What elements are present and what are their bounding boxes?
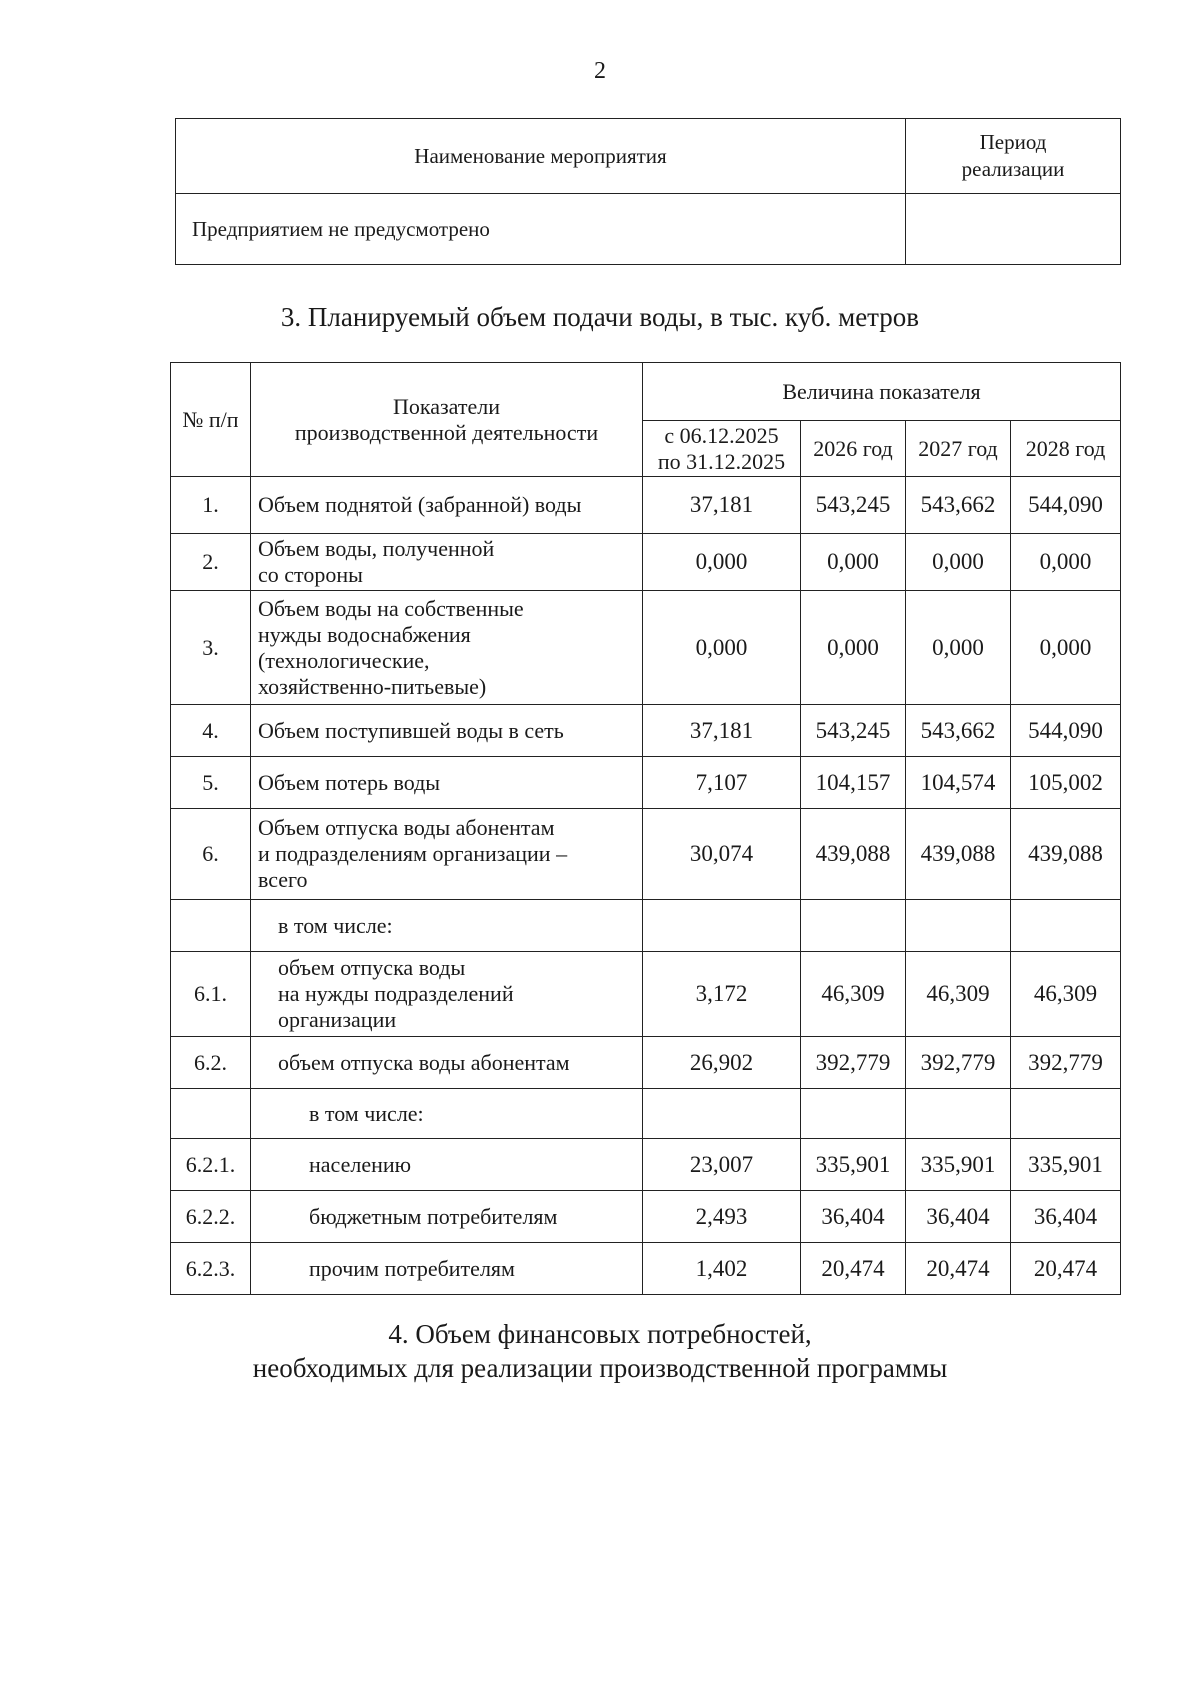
row-value: 543,662: [906, 477, 1011, 534]
row-value: 543,245: [801, 477, 906, 534]
section-4-title-line1: 4. Объем финансовых потребностей,: [388, 1319, 812, 1349]
section-3-title: 3. Планируемый объем подачи воды, в тыс. куб. метров: [280, 302, 920, 332]
row-indicator-line: Объем поднятой (забранной) воды: [258, 492, 582, 517]
header-indicator-line1: Показатели: [392, 393, 501, 419]
row-value: 0,000: [643, 534, 801, 591]
row-number: 6.1.: [171, 952, 251, 1037]
row-number: 6.2.1.: [171, 1139, 251, 1191]
row-value: 0,000: [801, 534, 906, 591]
row-value: 105,002: [1011, 757, 1121, 809]
row-indicator-line: в том числе:: [309, 1100, 424, 1126]
row-value: 392,779: [906, 1037, 1011, 1089]
table-row: [171, 477, 1121, 534]
section-4-title: [0, 1317, 1200, 1385]
row-value: 439,088: [1011, 809, 1121, 900]
table-row: [171, 757, 1121, 809]
row-value: [1011, 900, 1121, 952]
row-value: 392,779: [1011, 1037, 1121, 1089]
row-indicator: [251, 809, 643, 900]
row-indicator: [251, 1139, 643, 1191]
events-header-period-line1: Период: [979, 130, 1047, 154]
row-value: 0,000: [1011, 591, 1121, 705]
row-indicator-line: хозяйственно-питьевые): [258, 673, 487, 699]
row-value: 36,404: [906, 1191, 1011, 1243]
row-indicator-line: бюджетным потребителям: [309, 1203, 558, 1229]
row-value: 36,404: [801, 1191, 906, 1243]
row-indicator: [251, 1243, 643, 1295]
events-table-header-row: [176, 119, 1121, 194]
events-header-name: Наименование мероприятия: [176, 119, 906, 194]
row-value: 20,474: [1011, 1243, 1121, 1295]
row-indicator-line: нужды водоснабжения: [258, 621, 471, 647]
table-row: [171, 534, 1121, 591]
row-value: 439,088: [801, 809, 906, 900]
row-value: [801, 1089, 906, 1139]
row-value: 0,000: [801, 591, 906, 705]
row-number: 3.: [171, 591, 251, 705]
row-value: 1,402: [643, 1243, 801, 1295]
row-value: [906, 1089, 1011, 1139]
row-number: 6.2.2.: [171, 1191, 251, 1243]
events-header-period-line2: реализации: [961, 157, 1065, 181]
header-indicator: [251, 363, 643, 477]
row-value: [643, 900, 801, 952]
row-indicator: [251, 952, 643, 1037]
row-value: 104,157: [801, 757, 906, 809]
row-number: 6.2.3.: [171, 1243, 251, 1295]
row-indicator: [251, 1191, 643, 1243]
row-indicator-line: Объем отпуска воды абонентам: [258, 815, 555, 840]
row-indicator-line: со стороны: [258, 562, 363, 587]
row-value: 30,074: [643, 809, 801, 900]
row-indicator-line: Объем потерь воды: [258, 769, 441, 795]
row-value: 0,000: [906, 534, 1011, 591]
row-value: 104,574: [906, 757, 1011, 809]
row-indicator-line: населению: [309, 1151, 412, 1177]
row-value: 37,181: [643, 705, 801, 757]
header-period-line2: по 31.12.2025: [657, 448, 786, 474]
row-indicator: [251, 900, 643, 952]
row-indicator-line: Объем воды на собственные: [258, 595, 524, 621]
row-indicator-line: Объем воды, полученной: [258, 536, 495, 561]
events-row-name: Предприятием не предусмотрено: [176, 194, 906, 265]
row-indicator-line: организации: [278, 1007, 397, 1032]
row-value: 0,000: [906, 591, 1011, 705]
row-value: 2,493: [643, 1191, 801, 1243]
row-number: 4.: [171, 705, 251, 757]
row-value: 544,090: [1011, 705, 1121, 757]
row-value: [643, 1089, 801, 1139]
row-value: 544,090: [1011, 477, 1121, 534]
header-period-line1: с 06.12.2025: [664, 422, 779, 448]
table-row: [171, 705, 1121, 757]
header-indicator-line2: производственной деятельности: [294, 419, 599, 445]
row-value: 0,000: [1011, 534, 1121, 591]
row-number: 2.: [171, 534, 251, 591]
table-row: [171, 900, 1121, 952]
row-indicator: [251, 1089, 643, 1139]
table-row: [171, 1139, 1121, 1191]
row-value: 3,172: [643, 952, 801, 1037]
row-indicator-line: объем отпуска воды: [278, 955, 466, 980]
page-number: 2: [594, 58, 606, 84]
row-value: [1011, 1089, 1121, 1139]
row-value: [801, 900, 906, 952]
row-value: 36,404: [1011, 1191, 1121, 1243]
row-value: 0,000: [643, 591, 801, 705]
row-value: 46,309: [1011, 952, 1121, 1037]
row-indicator-line: (технологические,: [258, 647, 430, 673]
header-period-cell: [643, 421, 801, 477]
row-value: 46,309: [906, 952, 1011, 1037]
row-number: 1.: [171, 477, 251, 534]
row-indicator-line: Объем поступившей воды в сеть: [258, 717, 564, 743]
row-value: 37,181: [643, 477, 801, 534]
table-row: [171, 1191, 1121, 1243]
row-value: 543,245: [801, 705, 906, 757]
row-number: [171, 900, 251, 952]
row-value: 335,901: [1011, 1139, 1121, 1191]
table-row: [171, 1243, 1121, 1295]
row-indicator-line: на нужды подразделений: [278, 981, 514, 1006]
row-value: 439,088: [906, 809, 1011, 900]
row-indicator-line: в том числе:: [278, 912, 393, 938]
row-indicator: [251, 757, 643, 809]
table-row: [171, 1089, 1121, 1139]
header-period-cell: 2028 год: [1011, 421, 1121, 477]
events-table: [175, 118, 1121, 265]
row-indicator-line: объем отпуска воды абонентам: [278, 1049, 570, 1075]
row-value: 23,007: [643, 1139, 801, 1191]
row-indicator: [251, 591, 643, 705]
events-header-period: [906, 119, 1121, 194]
row-indicator: [251, 1037, 643, 1089]
table-row: [171, 591, 1121, 705]
events-table-row: [176, 194, 1121, 265]
row-value: [906, 900, 1011, 952]
water-volume-table: [170, 362, 1121, 1295]
row-value: 392,779: [801, 1037, 906, 1089]
row-indicator-line: всего: [258, 867, 308, 892]
row-value: 543,662: [906, 705, 1011, 757]
header-period-cell: 2026 год: [801, 421, 906, 477]
row-number: [171, 1089, 251, 1139]
row-number: 6.2.: [171, 1037, 251, 1089]
row-value: 46,309: [801, 952, 906, 1037]
events-row-period: [906, 194, 1121, 265]
header-period-cell: 2027 год: [906, 421, 1011, 477]
section-4-title-line2: необходимых для реализации производственной программы: [252, 1353, 948, 1383]
row-value: 20,474: [801, 1243, 906, 1295]
table-row: [171, 1037, 1121, 1089]
row-number: 6.: [171, 809, 251, 900]
table-row: [171, 809, 1121, 900]
row-value: 7,107: [643, 757, 801, 809]
row-indicator-line: и подразделениям организации –: [258, 841, 568, 866]
header-row-number: № п/п: [171, 363, 251, 477]
row-indicator: [251, 705, 643, 757]
volume-header-row-1: [171, 363, 1121, 421]
row-number: 5.: [171, 757, 251, 809]
table-row: [171, 952, 1121, 1037]
row-value: 20,474: [906, 1243, 1011, 1295]
row-value: 335,901: [906, 1139, 1011, 1191]
row-value: 335,901: [801, 1139, 906, 1191]
row-value: 26,902: [643, 1037, 801, 1089]
row-indicator: [251, 534, 643, 591]
header-indicator-value: Величина показателя: [643, 363, 1121, 421]
row-indicator: [251, 477, 643, 534]
row-indicator-line: прочим потребителям: [309, 1255, 515, 1281]
